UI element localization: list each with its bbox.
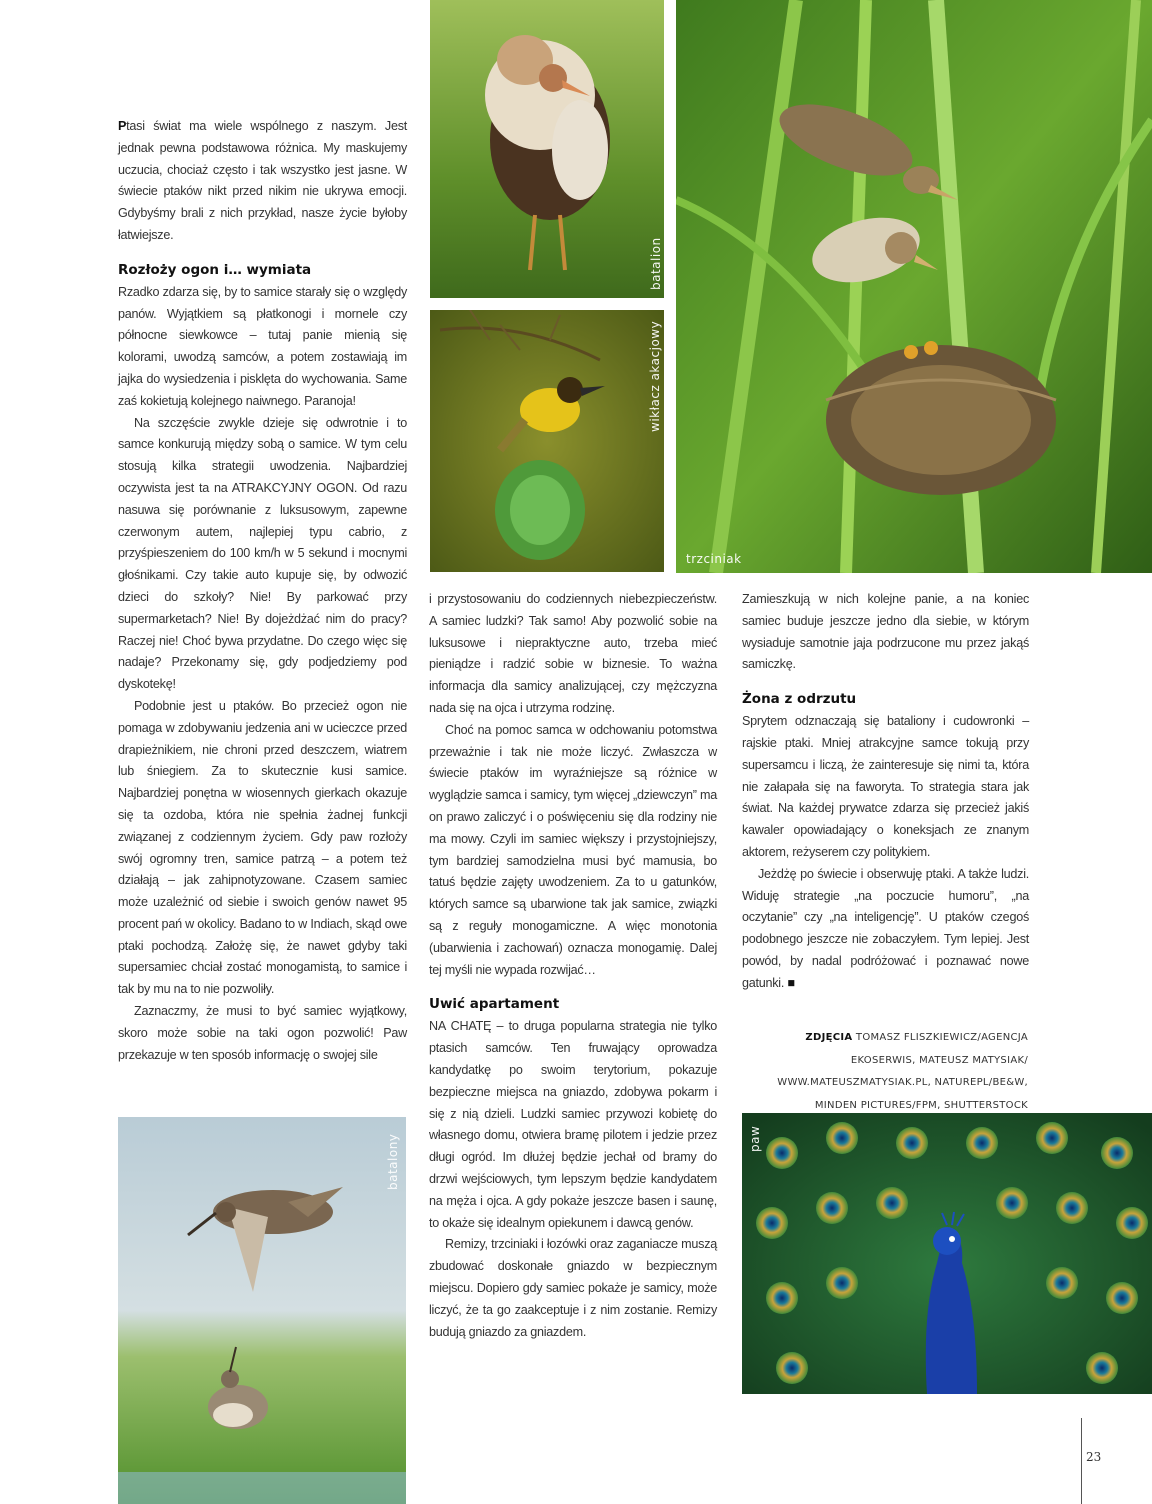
col1-paragraph-1: Rzadko zdarza się, by to samice starały się o względy panów. Wyjątkiem są płatkonogi i mornele czy północne siewkowce – tutaj panie mienią się kolorami, uwodzą samców, a potem zostawiają im jajka do wysiedzenia i pisklęta do wychowania. Same zaś kokietują kolejnego naiwnego. Paranoja! [118,284,407,408]
photo-reed-warbler [676,0,1152,573]
col3-paragraph-1: Zamieszkują w nich kolejne panie, a na koniec samiec buduje jeszcze jedno dla siebie, w którym wysiaduje samotnie jaja podrzucone mu przez jakąś samiczkę. [742,592,1029,672]
heading-tail: Rozłoży ogon i… wymiata [118,261,312,278]
col2-paragraph-3: NA CHATĘ – to druga popularna strategia nie tylko ptasich samców. Ten fruwający oprowadza kandydatkę po swoim terytorium, pokazuje bezpieczne miejsca na gniazdo, zdobywa pokarm i się z nią dzieli. Ludzki samiec przywozi kobietę do własnego domu, otwiera bramę pilotem i jedzie przez długi ogród. Im dłużej będzie jechał od bramy do drzwi wejściowych, tym lepszym będzie kandydatem na męża i ojca. A gdy pokaże jeszcze basen i saunę, to okaże się idealnym opiekunem i dawcą genów. [429,1019,717,1230]
heading-wife: Żona z odrzutu [742,691,857,708]
photo-credits [738,1027,1028,1117]
article-column-1 [118,116,407,1066]
intro-paragraph [118,116,407,247]
col2-paragraph-2: Choć na pomoc samca w odchowaniu potomstwa przeważnie i tak nie może liczyć. Zwłaszcza w świecie ptaków im wyraźniejsze są różnice w wyglądzie samca i samicy, tym więcej „dziewczyn” ma on prawo zaliczyć i o poświęceniu się dla rodziny nie ma mowy. Czyli im samiec większy i przystojniejszy, tym bardziej samodzielna musi być mamusia, bo tatuś będzie zajęty uwodzeniem. Za to u gatunków, których samce są ubarwione tak jak samice, związki są z reguły monogamiczne. A więc monotonia (ubarwienia i zachowań) oznacza monogamię. Dalej tej myśli nie wypada rozwijać… [429,722,717,977]
col2-paragraph-4: Remizy, trzciniaki i łozówki oraz zaganiacze muszą zbudować doskonałe gniazdo w bezpiecznym miejscu. Dopiero gdy samiec pokaże je samicy, może liczyć, że ta go zaakceptuje i z nim zostanie. Remizy budują gniazdo za gniazdem. [429,1237,717,1339]
photo-ruff [430,0,664,298]
credits-label: ZDJĘCIA [805,1032,853,1043]
end-mark-icon: ■ [787,975,795,990]
article-column-2 [429,589,717,1343]
caption-weaver: wikłacz akacjowy [648,320,662,432]
col1-paragraph-4: Zaznaczmy, że musi to być samiec wyjątkowy, skoro może sobie na taki ogon pozwolić! Paw przekazuje w ten sposób informację o swojej sile [118,1004,407,1062]
col3-paragraph-3-text: Jeżdżę po świecie i obserwuję ptaki. A także ludzi. Widuję strategie „na poczucie humoru”, „na oczytanie” czy „na inteligencję”. U ptaków czegoś podobnego jeszcze nie zobaczyłem. Tym lepiej. Jest powód, by nadal podróżować i poznawać nowe gatunki. [742,866,1029,990]
intro-text: tasi świat ma wiele wspólnego z naszym. Jest jednak pewna podstawowa różnica. My maskujemy uczucia, chociaż często i tak wszystko jest jasne. W świecie ptaków nikt przed nikim nie ukrywa emocji. Gdybyśmy brali z nich przykład, nasze życie byłoby łatwiejsze. [118,119,407,242]
col3-paragraph-3 [742,864,1029,995]
article-column-3 [742,589,1029,995]
caption-ruff: batalion [649,237,663,290]
credits-text: TOMASZ FLISZKIEWICZ/AGENCJA EKOSERWIS, MATEUSZ MATYSIAK/ WWW.MATEUSZMATYSIAK.PL, NATUREPL/BE&W, MINDEN PICTURES/FPM, SHUTTERSTOCK [777,1032,1028,1111]
col1-paragraph-3: Podobnie jest u ptaków. Bo przecież ogon nie pomaga w zdobywaniu jedzenia ani w ucieczce przed drapieżnikiem, nie chroni przed deszczem, wiatrem lub śniegiem. Za to skutecznie kusi samice. Najbardziej ponętna w wiosennych gierkach okazuje się ta ozdoba, która nie spełnia żadnej funkcji związanej z codziennym życiem. Gdy paw rozłoży swój ogromny tren, samice patrzą – a potem też działają – jak zahipnotyzowane. Czasem samiec może uzależnić od siebie i swoich genów nawet 95 procent pań w okolicy. Badano to w Indiach, skąd owe ptaki pochodzą. Założę się, że nawet gdyby taki supersamiec chciał zostać monogamistą, to samice i tak by mu na to nie pozwoliły. [118,698,407,997]
drop-cap: P [118,119,127,133]
photo-godwit [118,1117,406,1504]
page-number: 23 [1086,1450,1102,1464]
photo-peacock [742,1113,1152,1394]
caption-reed-warbler: trzciniak [686,552,742,566]
col3-paragraph-2: Sprytem odznaczają się bataliony i cudowronki – rajskie ptaki. Mniej atrakcyjne samce tokują przy supersamcu i liczą, że zainteresuje się nimi ta, która nie załapała się na faworyta. To strategia stara jak świat. Na każdej prywatce zdarza się przecież jakiś kawaler opowiadający o koneksjach ze znanym aktorem, reżyserem czy politykiem. [742,714,1029,859]
col1-paragraph-2: Na szczęście zwykle dzieje się odwrotnie i to samce konkurują między sobą o samice. W tym celu stosują kilka strategii uwodzenia. Najbardziej oczywista jest ta na ATRAKCYJNY OGON. Od razu nasuwa się porównanie z luksusowym, zapewne czerwonym autem, najlepiej typu cabrio, z przyśpieszeniem do 100 km/h w 5 sekund i mocnymi głośnikami. Czy takie auto kupuje się, by odwozić dzieci do szkoły? Nie! By parkować przy supermarketach? Nie! By dojeżdżać nim do pracy? Raczej nie! Choć bywa przydatne. Do czego więc się nadaje? Przekonamy się, gdy podjedziemy pod dyskotekę! [118,415,407,692]
caption-godwit: batalony [386,1133,400,1190]
page-number-rule [1081,1418,1082,1504]
heading-apartment: Uwić apartament [429,996,560,1013]
col2-paragraph-1: i przystosowaniu do codziennych niebezpieczeństw. A samiec ludzki? Tak samo! Aby pozwolić sobie na luksusowe i niepraktyczne auto, trzeba mieć pieniądze i radzić sobie w biznesie. To ważna informacja dla samicy analizującej, czy mężczyzna nada się na ojca i utrzyma rodzinę. [429,592,717,715]
caption-peacock: paw [748,1125,762,1152]
photo-weaver [430,310,664,572]
